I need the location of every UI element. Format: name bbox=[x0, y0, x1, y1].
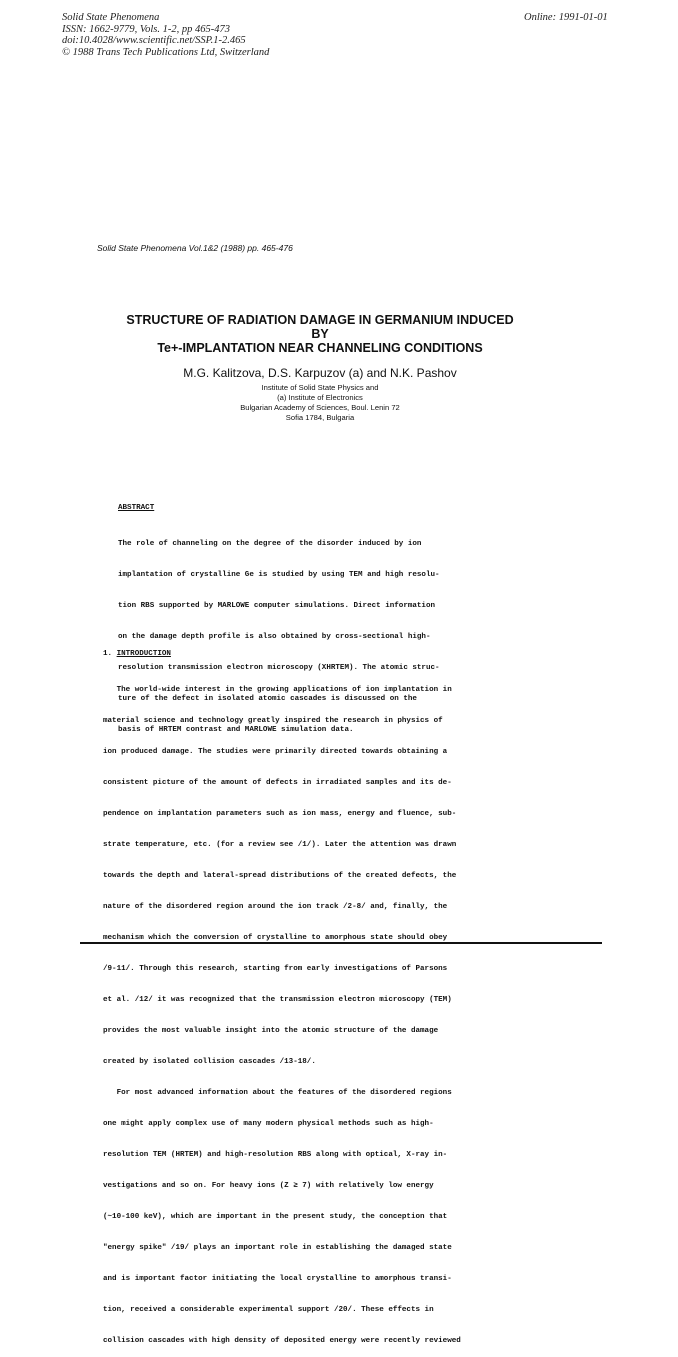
body-line: pendence on implantation parameters such as ion mass, energy and fluence, sub- bbox=[103, 809, 457, 818]
body-line: mechanism which the conversion of crystalline to amorphous state should obey bbox=[103, 933, 448, 942]
abstract-line: resolution transmission electron microscopy (XHRTEM). The atomic struc- bbox=[118, 663, 440, 672]
body-line: and is important factor initiating the local crystalline to amorphous transi- bbox=[103, 1275, 452, 1284]
online-date: Online: 1991-01-01 bbox=[524, 12, 608, 23]
header-line: doi:10.4028/www.scientific.net/SSP.1-2.465 bbox=[62, 35, 246, 46]
abstract-line: The role of channeling on the degree of the disorder induced by ion bbox=[118, 539, 422, 548]
affiliation-line: Institute of Solid State Physics and bbox=[261, 383, 379, 392]
section-title: INTRODUCTION bbox=[116, 650, 171, 658]
abstract-line: ture of the defect in isolated atomic cascades is discussed on the bbox=[118, 694, 417, 703]
affiliations bbox=[60, 383, 580, 423]
body-line: created by isolated collision cascades /13-18/. bbox=[103, 1058, 316, 1067]
affiliation-line: (a) Institute of Electronics bbox=[277, 393, 363, 402]
body-line: consistent picture of the amount of defects in irradiated samples and its de- bbox=[103, 778, 452, 787]
body-line: For most advanced information about the features of the disordered regions bbox=[103, 1089, 452, 1098]
affiliation-line: Bulgarian Academy of Sciences, Boul. Lenin 72 bbox=[240, 403, 400, 412]
body-line: /9-11/. Through this research, starting from early investigations of Parsons bbox=[103, 964, 448, 973]
body-line: strate temperature, etc. (for a review see /1/). Later the attention was drawn bbox=[103, 840, 457, 849]
header-line: Solid State Phenomena bbox=[62, 12, 160, 23]
body-line: vestigations and so on. For heavy ions (Z ≥ 7) with relatively low energy bbox=[103, 1182, 434, 1191]
abstract-heading: ABSTRACT bbox=[118, 504, 155, 512]
body-line: "energy spike" /19/ plays an important role in establishing the damaged state bbox=[103, 1244, 452, 1253]
section-heading bbox=[103, 649, 171, 659]
paper-title-line-1: STRUCTURE OF RADIATION DAMAGE IN GERMANIUM INDUCED bbox=[126, 313, 514, 327]
body-line: et al. /12/ it was recognized that the transmission electron microscopy (TEM) bbox=[103, 996, 452, 1004]
journal-header bbox=[62, 12, 269, 58]
body-line: ion produced damage. The studies were primarily directed towards obtaining a bbox=[103, 747, 448, 756]
section-number: 1. bbox=[103, 650, 113, 658]
abstract-line: basis of HRTEM contrast and MARLOWE simulation data. bbox=[118, 725, 354, 734]
body-line: one might apply complex use of many modern physical methods such as high- bbox=[103, 1120, 434, 1129]
abstract-line: on the damage depth profile is also obtained by cross-sectional high- bbox=[118, 632, 431, 641]
page-bottom-rule bbox=[80, 942, 602, 944]
body-line: towards the depth and lateral-spread distributions of the created defects, the bbox=[103, 871, 457, 880]
series-line: Solid State Phenomena Vol.1&2 (1988) pp. 465-476 bbox=[97, 243, 293, 253]
body-line: The world-wide interest in the growing applications of ion implantation in bbox=[103, 685, 452, 694]
header-line: © 1988 Trans Tech Publications Ltd, Switzerland bbox=[62, 46, 270, 58]
paper-title-line-2: BY bbox=[311, 327, 329, 341]
paper-title-line-3: Te+-IMPLANTATION NEAR CHANNELING CONDITIONS bbox=[157, 341, 483, 355]
body-line: nature of the disordered region around the ion track /2-8/ and, finally, the bbox=[103, 902, 448, 911]
body-line: material science and technology greatly inspired the research in physics of bbox=[103, 716, 443, 725]
body-line: provides the most valuable insight into the atomic structure of the damage bbox=[103, 1027, 439, 1036]
body-line: (~10-100 keV), which are important in the present study, the conception that bbox=[103, 1213, 448, 1222]
body-line: tion, received a considerable experimental support /20/. These effects in bbox=[103, 1306, 434, 1315]
authors: M.G. Kalitzova, D.S. Karpuzov (a) and N.K. Pashov bbox=[183, 366, 457, 380]
abstract-line: tion RBS supported by MARLOWE computer simulations. Direct information bbox=[118, 601, 436, 610]
body-line: collision cascades with high density of deposited energy were recently reviewed bbox=[103, 1337, 461, 1346]
header-line: ISSN: 1662-9779, Vols. 1-2, pp 465-473 bbox=[62, 23, 230, 35]
body-line: resolution TEM (HRTEM) and high-resolution RBS along with optical, X-ray in- bbox=[103, 1151, 448, 1160]
affiliation-line: Sofia 1784, Bulgaria bbox=[285, 413, 355, 422]
introduction-body bbox=[103, 664, 461, 1357]
abstract-line: implantation of crystalline Ge is studied by using TEM and high resolu- bbox=[118, 570, 440, 579]
